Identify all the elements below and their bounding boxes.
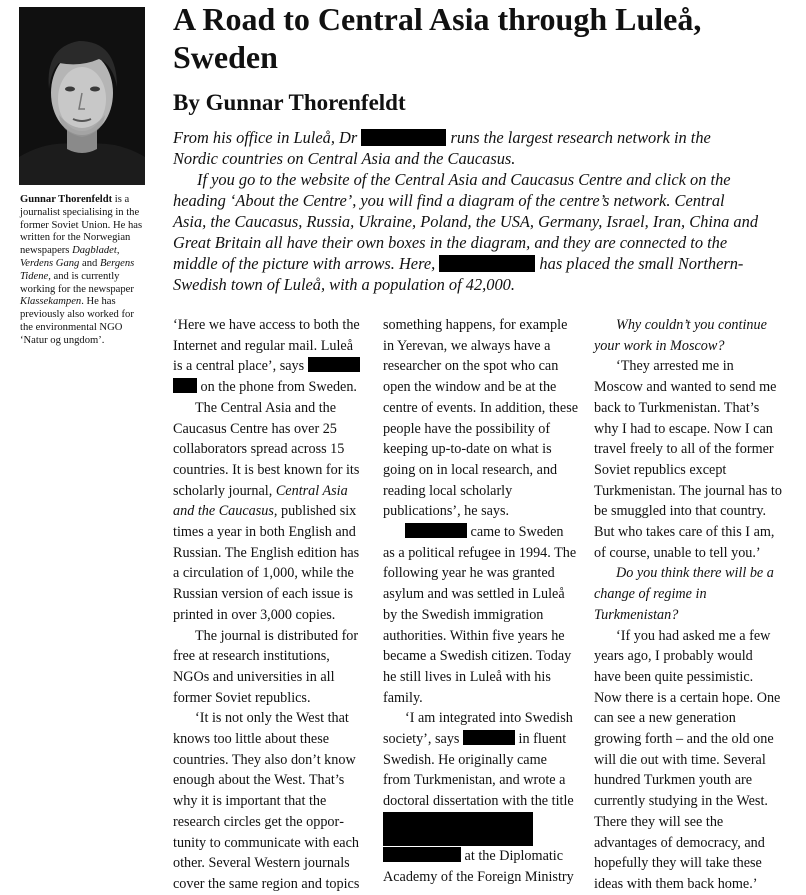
bio-text: , and is currently working for the newspaper (20, 270, 134, 295)
redaction-block (308, 357, 360, 372)
intro-paragraph (173, 169, 758, 295)
bio-text: and (79, 257, 100, 269)
body-text: ‘I am integrated into Swedish society’, says (383, 710, 573, 748)
intro-text: runs the largest research network in the Nordic countries on Central Asia and the Caucasus. (173, 128, 711, 168)
body-text: ‘Here we have access to both the Internet and regular mail. Luleå is a central place’, says (173, 317, 360, 375)
body-paragraph: ‘It is not only the West that knows too little about these countries. They also don’t know enough about the West. That’s why it is important that the research circles get the opportunity to communicate with each other. Several Western journals cover the same region and topics (173, 710, 360, 892)
article-title: A Road to Central Asia through Luleå, Sweden (173, 1, 702, 75)
body-paragraph (173, 398, 365, 626)
bio-newspaper: Bergens Tidene (20, 257, 135, 282)
bio-text: . He has previously also worked for the environmental NGO ‘Natur og ungdom’. (20, 296, 134, 346)
intro-text: If you go to the website of the Central Asia and Caucasus Centre and click on the heading ‘About the Centre’, you will find a diagram of the centre’s network. Central Asia, the Caucasus, Russia, Ukraine, Poland, the USA, Germany, Israel, Iran, China and Great Britain all have their own boxes in the diagram, and they are connected to the middle of the picture with arrows. Here, (173, 170, 759, 273)
author-photo (19, 7, 145, 185)
redaction-block (383, 847, 461, 862)
redaction-block (439, 255, 535, 272)
author-bio-name: Gunnar Thorenfeldt (20, 194, 113, 205)
bio-newspaper: Klassekampen (20, 296, 82, 308)
intro-text: From his office in Luleå, Dr (173, 128, 362, 147)
redaction-block (405, 523, 467, 538)
interview-question: Why couldn’t you continue your work in Moscow? (594, 317, 767, 354)
body-paragraph (383, 708, 578, 887)
author-portrait-image (19, 7, 145, 185)
body-text: , published six times a year in both English and Russian. The English edition has a circulation of 1,000, while the Russian version of each issue is printed in over 3,000 copies. (173, 503, 360, 623)
body-paragraph (383, 522, 578, 708)
body-text: came to Sweden as a political refugee in 1994. The following year he was granted asylum and was settled in Luleå by the Swedish immigration authorities. Within five years he became a Swedish citizen. Today he still lives in Luleå with his family. (383, 524, 577, 706)
article-byline: By Gunnar Thorenfeldt (173, 90, 406, 115)
intro-text: has placed the small Northern-Swedish town of Luleå, with a population of 42,000. (173, 254, 744, 294)
intro-paragraph (173, 127, 758, 169)
body-paragraph: ‘If you had asked me a few years ago, I probably would have been quite pessimistic. Now there is a certain hope. One can see a new generation growing forth – and the old one will die out with time. Several hundred Turkmen youth are currently studying in the West. There they will see the advantages of democracy, and hopefully they will take these ideas with them back home.’ (594, 627, 781, 892)
body-column-2 (383, 315, 578, 887)
bio-text: is a journalist specialising in the former Soviet Union. He has written for the Norwegian newspapers (20, 194, 143, 257)
body-paragraph (173, 315, 365, 398)
interview-question: Do you think there will be a change of regime in Turkmenistan? (594, 565, 774, 623)
body-column-1 (173, 315, 365, 895)
body-text: on the phone from Sweden. (197, 379, 357, 396)
body-paragraph: ‘They arrested me in Moscow and wanted to send me back to Turkmenistan. That’s why I had to escape. Now I can travel freely to all of the former Soviet republics except Turkmenistan. The journal has to be smuggled into that country. But who takes care of this I am, of course, unable to tell you.’ (594, 358, 782, 561)
bio-text: , (116, 245, 120, 257)
body-paragraph: something happens, for example in Yerevan, we always have a researcher on the spot who can open the window and be at the centre of events. In addition, these people have the possibility of keeping up-to-date on what is going on in local research, and reading local scholarly publications’, he says. (383, 317, 579, 520)
body-text: The Central Asia and the Caucasus Centre has over 25 collaborators spread across 15 countries. It is best known for its scholarly journal, (173, 399, 360, 499)
article-intro (173, 127, 758, 295)
bio-newspaper: Verdens Gang (20, 257, 80, 269)
redaction-block (383, 812, 533, 846)
bio-newspaper: Dagbladet (72, 245, 117, 257)
redaction-block (463, 730, 515, 745)
redaction-block (173, 378, 197, 393)
redaction-block (361, 129, 446, 146)
body-column-3 (594, 315, 782, 895)
body-text: at the Diplomatic Academy of the Foreign Ministry (383, 847, 574, 885)
body-text: in fluent Swedish. He originally came from Turkmenistan, and wrote a doctoral dissertation with the title (383, 731, 574, 810)
journal-title: Central Asia and the Caucasus (173, 482, 348, 520)
body-paragraph: The journal is distributed for free at research institutions, NGOs and universities in all former Soviet republics. (173, 627, 359, 706)
author-bio (20, 194, 148, 348)
